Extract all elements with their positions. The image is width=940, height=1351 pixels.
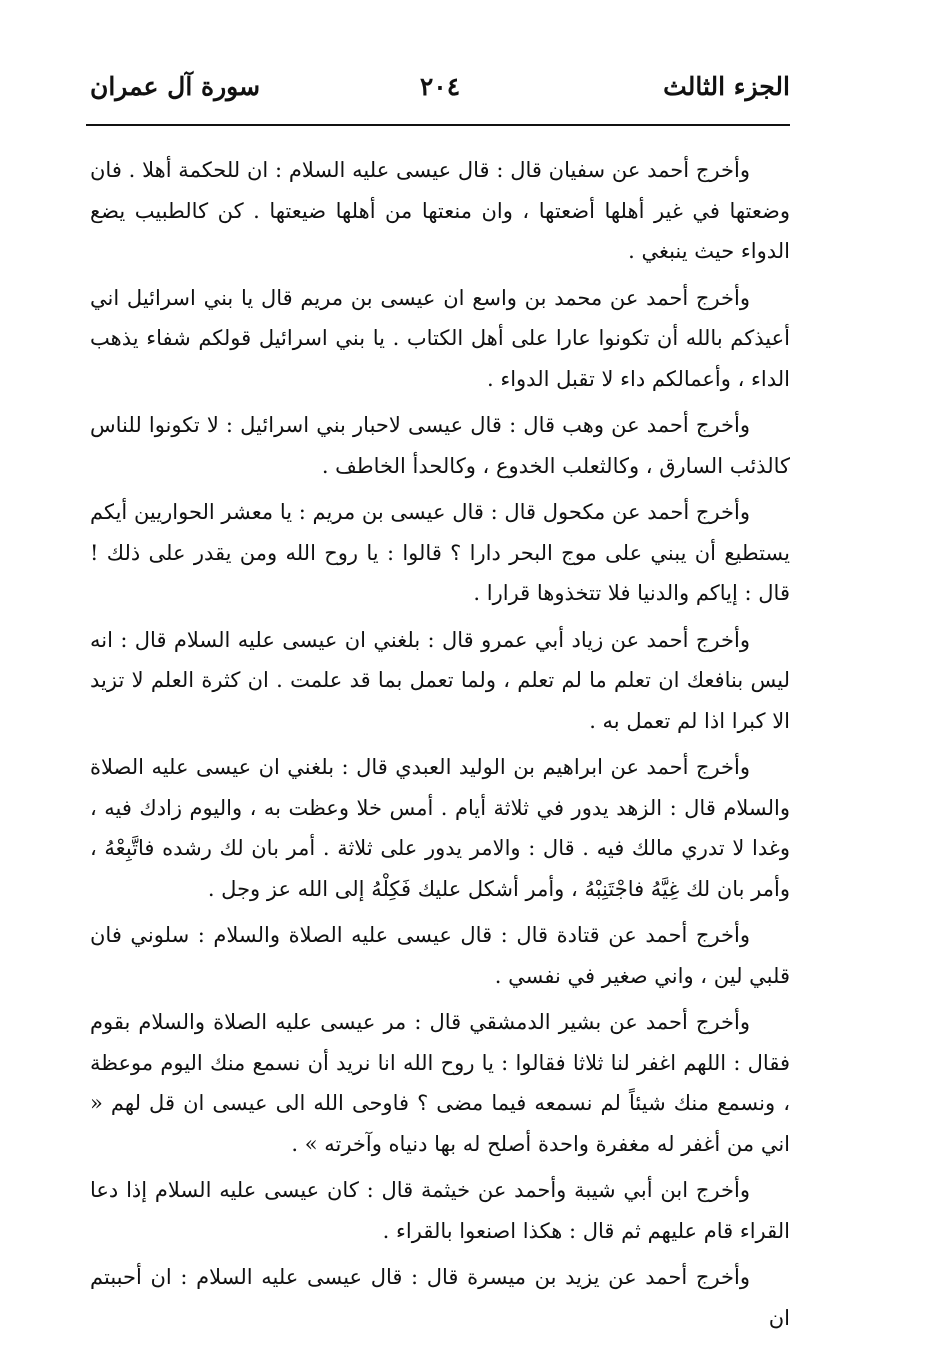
paragraph: وأخرج أحمد عن وهب قال : قال عيسى لاحبار بني اسرائيل : لا تكونوا للناس كالذئب السارق ، وكالثعلب الخدوع ، وكالحدأ الخاطف . bbox=[90, 413, 790, 478]
page-header bbox=[90, 72, 790, 122]
paragraph: وأخرج أحمد عن بشير الدمشقي قال : مر عيسى عليه الصلاة والسلام بقوم فقال : اللهم اغفر لنا ثلاثا فقالوا : يا روح الله انا نريد أن نسمع منك اليوم موعظة ، ونسمع منك شيئاً لم نسمعه فيما مضى ؟ فاوحى الله الى عيسى ان قل لهم « اني من أغفر له مغفرة واحدة أصلح له بها دنياه وآخرته » . bbox=[90, 1010, 790, 1156]
paragraph: وأخرج أحمد عن يزيد بن ميسرة قال : قال عيسى عليه السلام : ان أحببتم ان bbox=[90, 1265, 790, 1330]
surah-title: سورة آل عمران bbox=[90, 72, 261, 101]
header-divider bbox=[86, 124, 790, 126]
paragraph: وأخرج أحمد عن ابراهيم بن الوليد العبدي قال : بلغني ان عيسى عليه الصلاة والسلام قال : الزهد يدور في ثلاثة أيام . أمس خلا وعظت به ، واليوم زادك فيه ، وغدا لا تدري مالك فيه . قال : والامر يدور على ثلاثة . أمر بان لك رشده فاتَّبِعْهُ ، وأمر بان لك غِيَّهُ فاجْتَنِبْهُ ، وأمر أشكل عليك فَكِلْهُ إلى الله عز وجل . bbox=[90, 755, 790, 901]
paragraph: وأخرج ابن أبي شيبة وأحمد عن خيثمة قال : كان عيسى عليه السلام إذا دعا القراء قام عليهم ثم قال : هكذا اصنعوا بالقراء . bbox=[90, 1178, 790, 1243]
paragraph: وأخرج أحمد عن زياد أبي عمرو قال : بلغني ان عيسى عليه السلام قال : انه ليس بنافعك ان تعلم ما لم تعلم ، ولما تعمل بما قد علمت . ان كثرة العلم لا تزيد الا كبرا اذا لم تعمل به . bbox=[90, 627, 790, 733]
paragraph: وأخرج أحمد عن محمد بن واسع ان عيسى بن مريم قال يا بني اسرائيل اني أعيذكم بالله أن تكونوا عارا على أهل الكتاب . يا بني اسرائيل قولكم شفاء يذهب الداء ، وأعمالكم داء لا تقبل الدواء . bbox=[90, 285, 790, 391]
paragraph: وأخرج أحمد عن قتادة قال : قال عيسى عليه الصلاة والسلام : سلوني فان قلبي لين ، واني صغير في نفسي . bbox=[90, 923, 790, 988]
paragraph: وأخرج أحمد عن مكحول قال : قال عيسى بن مريم : يا معشر الحواريين أيكم يستطيع أن يبني على موج البحر دارا ؟ قالوا : يا روح الله ومن يقدر على ذلك ! قال : إياكم والدنيا فلا تتخذوها قرارا . bbox=[90, 500, 790, 605]
volume-title: الجزء الثالث bbox=[663, 72, 790, 101]
page-body bbox=[90, 150, 790, 1338]
paragraph: وأخرج أحمد عن سفيان قال : قال عيسى عليه السلام : ان للحكمة أهلا . فان وضعتها في غير أهلها أضعتها ، وان منعتها من أهلها ضيعتها . كن كالطبيب يضع الدواء حيث ينبغي . bbox=[90, 158, 790, 263]
page-number: ٢٠٤ bbox=[419, 72, 461, 101]
